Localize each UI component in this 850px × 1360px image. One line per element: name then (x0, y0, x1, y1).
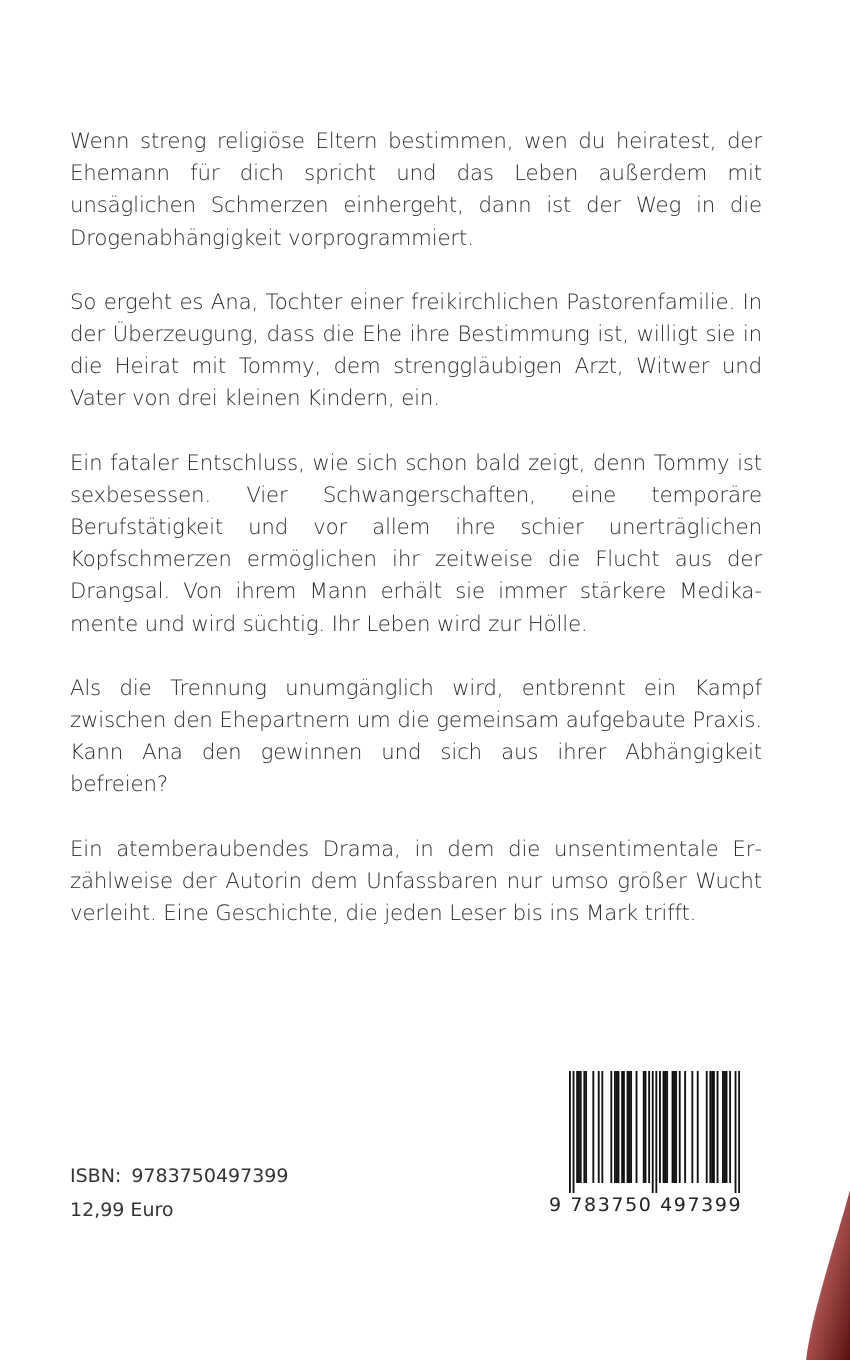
barcode-bar (598, 1071, 600, 1183)
barcode-bar (643, 1071, 645, 1183)
barcode-bar (697, 1071, 699, 1183)
barcode-bar (580, 1071, 582, 1183)
barcode-bar (592, 1071, 594, 1183)
barcode-bar (713, 1071, 715, 1183)
barcode-bar (621, 1071, 623, 1183)
barcode-bar (628, 1071, 630, 1183)
barcode-bar (738, 1071, 740, 1193)
blurb-paragraph-2: So ergeht es Ana, Tochter einer freikirchlichen Pastorenfamilie. In der Überzeugung, dass die Ehe ihre Bestimmung ist, willigt sie in die Heirat mit Tommy, dem strenggläubigen Arzt, Witwer und Vater von drei kleinen Kindern, ein. (70, 289, 762, 412)
barcode-bar (679, 1071, 681, 1183)
barcode-bar (673, 1071, 675, 1183)
price: 12,99 Euro (70, 1199, 174, 1221)
barcode-bar (717, 1071, 719, 1183)
barcode-bar (672, 1071, 674, 1183)
corner-accent-shape (802, 1190, 850, 1360)
barcode-bar (706, 1071, 708, 1183)
ean13-barcode-icon (549, 1071, 740, 1193)
barcode-bar (614, 1071, 616, 1183)
isbn-line (70, 1159, 288, 1193)
barcode-bar (585, 1071, 587, 1183)
barcode-bar (735, 1071, 737, 1193)
blurb-paragraph-4: Als die Trennung unumgänglich wird, entbrennt ein Kampf zwischen den Ehepartnern um die gemeinsam aufgebaute Praxis. Kann Ana den gewinnen und sich aus ihrer Abhängigkeit befreien? (70, 675, 762, 798)
barcode-bar (729, 1071, 731, 1183)
isbn-label: ISBN: (70, 1165, 122, 1187)
blurb-paragraph-1: Wenn streng religiöse Eltern bestimmen, wen du heiratest, der Ehemann für dich spricht und das Leben außerdem mit unsäglichen Schmerzen einhergeht, dann ist der Weg in die Drogenabhängigkeit vorprogrammiert. (70, 129, 762, 251)
barcode-bar (623, 1071, 625, 1183)
book-meta (70, 1159, 288, 1227)
barcode-bar (663, 1071, 665, 1183)
barcode-bar (659, 1071, 661, 1183)
barcode-bar (616, 1071, 618, 1183)
barcode-bar (648, 1071, 650, 1183)
barcode-bar (664, 1071, 666, 1183)
barcode-bar (583, 1071, 585, 1183)
barcode-bar (578, 1071, 580, 1183)
barcode-bar (601, 1071, 603, 1183)
barcode-bar (576, 1071, 578, 1183)
barcode-bar (726, 1071, 728, 1183)
barcode-bar (724, 1071, 726, 1183)
barcode-bar (573, 1071, 575, 1193)
barcode-bar (684, 1071, 686, 1183)
barcode-bar (655, 1071, 657, 1193)
barcode (549, 1071, 743, 1219)
barcode-bar (630, 1071, 632, 1183)
barcode-bar (636, 1071, 638, 1183)
barcode-bar (709, 1071, 711, 1183)
barcode-bar (569, 1071, 571, 1193)
barcode-bar (652, 1071, 654, 1193)
barcode-bar (666, 1071, 668, 1183)
isbn-value: 9783750497399 (131, 1165, 289, 1187)
barcode-bar (610, 1071, 612, 1183)
barcode-digits: 9 783750 497399 (549, 1194, 743, 1216)
barcode-bar (675, 1071, 677, 1183)
barcode-bar (722, 1071, 724, 1183)
blurb-paragraph-5: Ein atemberaubendes Drama, in dem die unsentimentale Erzählweise der Autorin dem Unfassbaren nur umso größer Wucht verleiht. Eine Geschichte, die jeden Leser bis ins Mark trifft. (70, 836, 762, 927)
back-cover-blurb (70, 126, 762, 962)
barcode-bar (627, 1071, 629, 1183)
blurb-paragraph-3: Ein fataler Entschluss, wie sich schon bald zeigt, denn Tommy ist sexbesessen. Vier Schwangerschaften, eine temporäre Berufstätigkeit und vor allem ihre schier unerträglichen Kopfschmerzen ermöglichen ihr zeitweise die Flucht aus der Drangsal. Von ihrem Mann erhält sie immer stärkere Medikamente und wird süchtig. Ihr Leben wird zur Hölle. (70, 450, 762, 637)
barcode-bar (691, 1071, 693, 1183)
barcode-bar (711, 1071, 713, 1183)
barcode-bar (645, 1071, 647, 1183)
barcode-bar (618, 1071, 620, 1183)
